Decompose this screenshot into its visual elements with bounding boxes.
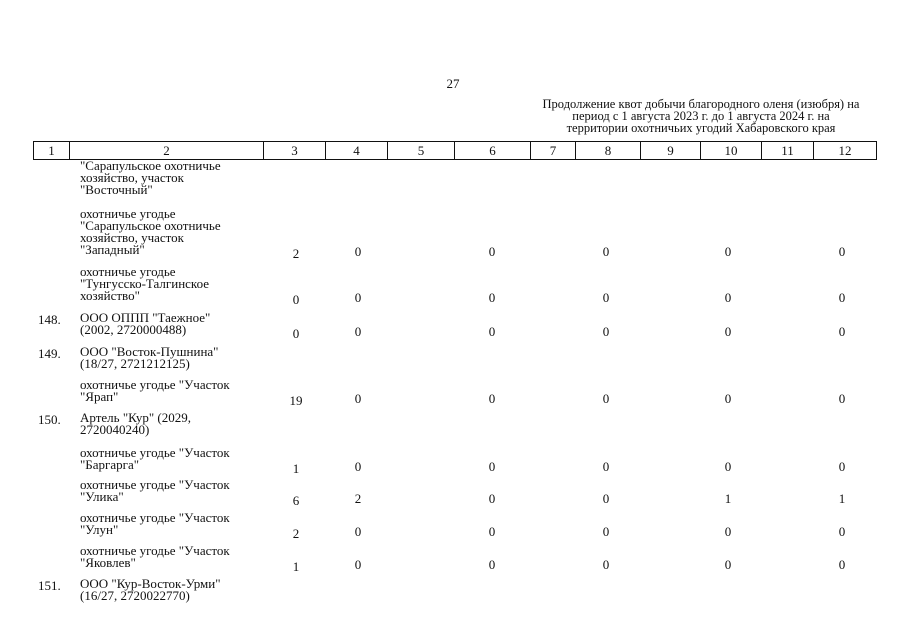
hunting-ground-name <box>80 266 266 302</box>
column-header-7: 7 <box>531 142 576 160</box>
column-header-2: 2 <box>70 142 264 160</box>
column-header-12: 12 <box>814 142 877 160</box>
quota-value-3: 1 <box>292 559 300 574</box>
name-line: "Улун" <box>80 522 119 537</box>
column-header-11: 11 <box>762 142 814 160</box>
quota-value-4: 0 <box>354 290 362 305</box>
quota-value-6: 0 <box>488 244 496 259</box>
name-line: (2002, 2720000488) <box>80 322 187 337</box>
column-header-4: 4 <box>326 142 388 160</box>
quota-value-3: 6 <box>292 493 300 508</box>
quota-value-4: 0 <box>354 557 362 572</box>
hunting-ground-name <box>80 312 266 336</box>
column-header-5: 5 <box>388 142 455 160</box>
name-line: 2720040240) <box>80 422 150 437</box>
name-line: охотничье угодье <box>80 264 176 279</box>
name-line: охотничье угодье "Участок <box>80 510 230 525</box>
name-line: хозяйство" <box>80 288 140 303</box>
quota-value-3: 0 <box>292 292 300 307</box>
hunting-ground-name <box>80 578 266 602</box>
quota-value-6: 0 <box>488 459 496 474</box>
quota-value-6: 0 <box>488 324 496 339</box>
name-line: Артель "Кур" (2029, <box>80 410 191 425</box>
column-header-8: 8 <box>576 142 641 160</box>
row-number: 151. <box>38 578 61 593</box>
row-number: 149. <box>38 346 61 361</box>
row-number: 148. <box>38 312 61 327</box>
quota-value-4: 2 <box>354 491 362 506</box>
quota-value-8: 0 <box>602 557 610 572</box>
name-line: охотничье угодье <box>80 206 176 221</box>
quota-value-8: 0 <box>602 491 610 506</box>
quota-value-6: 0 <box>488 491 496 506</box>
quota-value-10: 0 <box>724 524 732 539</box>
name-line: "Восточный" <box>80 182 153 197</box>
quota-value-8: 0 <box>602 391 610 406</box>
quota-value-6: 0 <box>488 391 496 406</box>
quota-value-12: 0 <box>838 244 846 259</box>
quota-value-10: 0 <box>724 459 732 474</box>
quota-value-4: 0 <box>354 324 362 339</box>
name-line: ООО "Кур-Восток-Урми" <box>80 576 221 591</box>
quota-value-3: 2 <box>292 526 300 541</box>
name-line: (18/27, 2721212125) <box>80 356 190 371</box>
name-line: охотничье угодье "Участок <box>80 543 230 558</box>
row-number: 150. <box>38 412 61 427</box>
column-header-10: 10 <box>701 142 762 160</box>
quota-value-12: 0 <box>838 557 846 572</box>
column-header-3: 3 <box>264 142 326 160</box>
name-line: "Западный" <box>80 242 145 257</box>
quota-value-10: 1 <box>724 491 732 506</box>
quota-value-4: 0 <box>354 459 362 474</box>
name-line: ООО ОППП "Таежное" <box>80 310 211 325</box>
hunting-ground-name <box>80 160 266 196</box>
hunting-ground-name <box>80 346 266 370</box>
hunting-ground-name <box>80 512 266 536</box>
hunting-ground-name <box>80 379 266 403</box>
quota-value-8: 0 <box>602 459 610 474</box>
name-line: хозяйство, участок <box>80 230 184 245</box>
name-line: "Ярап" <box>80 389 119 404</box>
name-line: "Яковлев" <box>80 555 136 570</box>
name-line: "Тунгусско-Талгинское <box>80 276 210 291</box>
hunting-ground-name <box>80 208 266 256</box>
quota-value-6: 0 <box>488 290 496 305</box>
quota-value-8: 0 <box>602 524 610 539</box>
quota-value-10: 0 <box>724 324 732 339</box>
name-line: "Улика" <box>80 489 124 504</box>
quota-value-10: 0 <box>724 244 732 259</box>
name-line: охотничье угодье "Участок <box>80 377 230 392</box>
hunting-ground-name <box>80 447 266 471</box>
quota-value-10: 0 <box>724 557 732 572</box>
quota-value-4: 0 <box>354 391 362 406</box>
quota-value-8: 0 <box>602 290 610 305</box>
quota-value-12: 0 <box>838 324 846 339</box>
quota-value-3: 19 <box>289 393 303 408</box>
name-line: "Сарапульское охотничье <box>80 218 221 233</box>
quota-value-4: 0 <box>354 524 362 539</box>
quota-value-12: 1 <box>838 491 846 506</box>
quota-value-6: 0 <box>488 524 496 539</box>
name-line: охотничье угодье "Участок <box>80 445 230 460</box>
name-line: "Сарапульское охотничье <box>80 158 221 173</box>
quota-value-6: 0 <box>488 557 496 572</box>
quota-value-10: 0 <box>724 290 732 305</box>
quota-value-4: 0 <box>354 244 362 259</box>
quota-value-3: 1 <box>292 461 300 476</box>
quota-value-8: 0 <box>602 324 610 339</box>
quota-value-12: 0 <box>838 391 846 406</box>
quota-value-3: 0 <box>292 326 300 341</box>
hunting-ground-name <box>80 479 266 503</box>
quota-value-12: 0 <box>838 459 846 474</box>
hunting-ground-name <box>80 545 266 569</box>
caption-line: период с 1 августа 2023 г. до 1 августа 2024 г. на <box>572 109 830 123</box>
caption-line: территории охотничьих угодий Хабаровского края <box>566 121 836 135</box>
quota-value-10: 0 <box>724 391 732 406</box>
column-header-1: 1 <box>34 142 70 160</box>
quota-value-3: 2 <box>292 246 300 261</box>
quota-value-8: 0 <box>602 244 610 259</box>
quota-value-12: 0 <box>838 290 846 305</box>
caption-line: Продолжение квот добычи благородного оленя (изюбря) на <box>542 97 860 111</box>
column-header-9: 9 <box>641 142 701 160</box>
hunting-ground-name <box>80 412 266 436</box>
name-line: "Баргарга" <box>80 457 140 472</box>
page-number: 27 <box>446 76 460 91</box>
name-line: хозяйство, участок <box>80 170 184 185</box>
column-header-6: 6 <box>455 142 531 160</box>
name-line: охотничье угодье "Участок <box>80 477 230 492</box>
table-caption <box>520 98 882 134</box>
quota-value-12: 0 <box>838 524 846 539</box>
name-line: (16/27, 2720022770) <box>80 588 190 603</box>
name-line: ООО "Восток-Пушнина" <box>80 344 219 359</box>
